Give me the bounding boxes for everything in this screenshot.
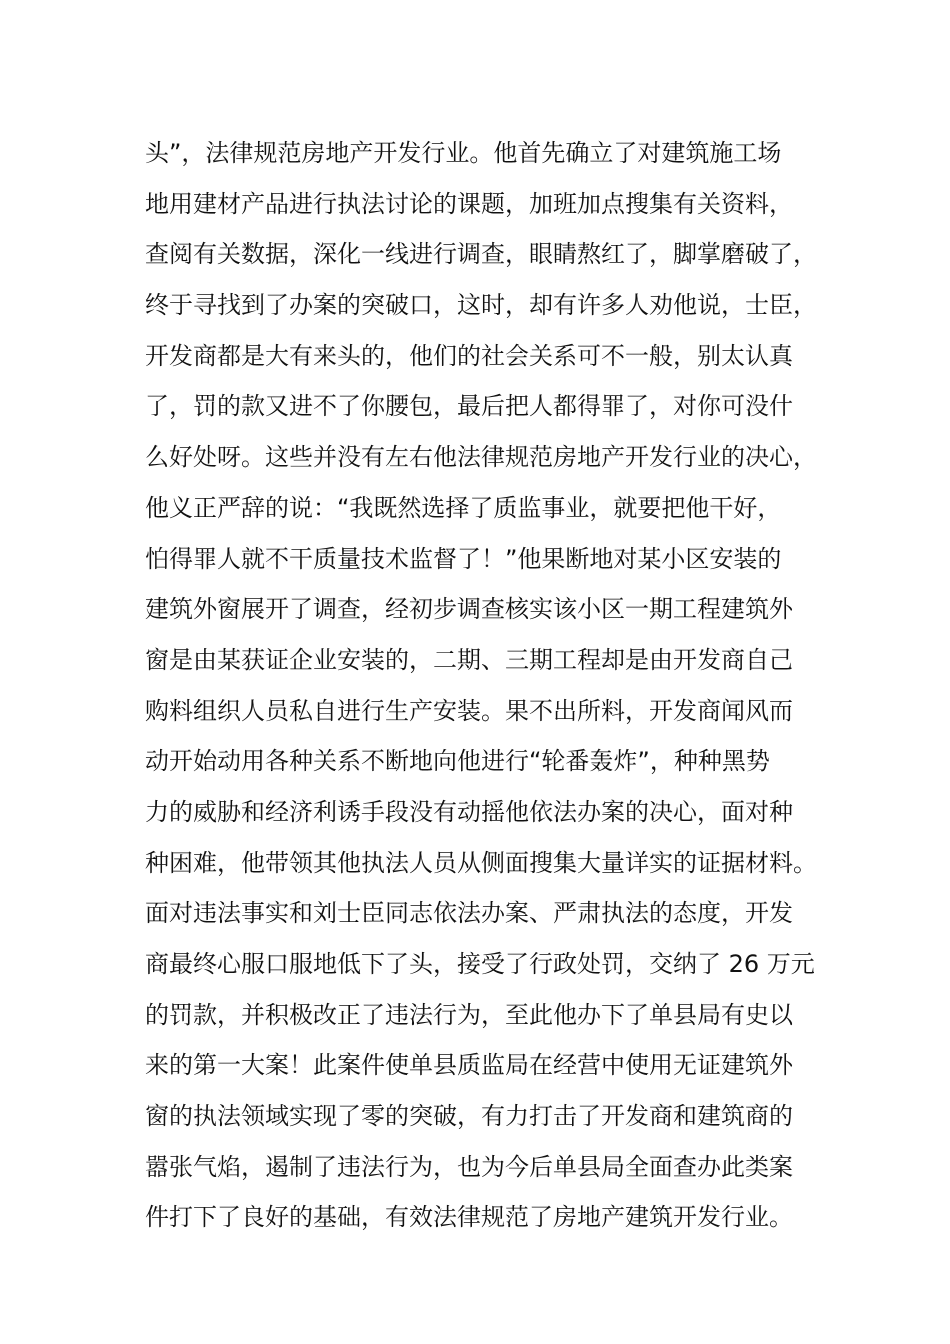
text-line-13: 动开始动用各种关系不断地向他进行“轮番轰炸”，种种黑势 [145, 747, 770, 776]
text-line-15: 种困难，他带领其他执法人员从侧面搜集大量详实的证据材料。 [145, 848, 817, 877]
text-line-20: 窗的执法领域实现了零的突破，有力打击了开发商和建筑商的 [145, 1102, 793, 1131]
text-line-9: 怕得罪人就不干质量技术监督了！”他果断地对某小区安装的 [145, 544, 782, 573]
text-line-19: 来的第一大案！此案件使单县质监局在经营中使用无证建筑外 [145, 1051, 793, 1080]
text-line-4: 终于寻找到了办案的突破口，这时，却有许多人劝他说，士臣， [145, 291, 817, 320]
text-line-11: 窗是由某获证企业安装的，二期、三期工程却是由开发商自己 [145, 645, 793, 674]
text-line-8: 他义正严辞的说：“我既然选择了质监事业，就要把他干好， [145, 493, 782, 522]
text-line-21: 嚣张气焰，遏制了违法行为，也为今后单县局全面查办此类案 [145, 1152, 793, 1181]
text-line-16: 面对违法事实和刘士臣同志依法办案、严肃执法的态度，开发 [145, 899, 793, 928]
text-line-1: 头”，法律规范房地产开发行业。他首先确立了对建筑施工场 [145, 139, 782, 167]
text-line-2: 地用建材产品进行执法讨论的课题，加班加点搜集有关资料， [145, 189, 793, 218]
text-line-5: 开发商都是大有来头的，他们的社会关系可不一般，别太认真 [145, 341, 793, 370]
text-line-7: 么好处呀。这些并没有左右他法律规范房地产开发行业的决心， [145, 443, 817, 472]
text-line-3: 查阅有关数据，深化一线进行调查，眼睛熬红了，脚掌磨破了， [145, 240, 817, 269]
text-line-22: 件打下了良好的基础，有效法律规范了房地产建筑开发行业。 [145, 1203, 793, 1232]
body-paragraph [145, 128, 835, 1243]
text-line-14: 力的威胁和经济利诱手段没有动摇他依法办案的决心，面对种 [145, 797, 793, 826]
text-line-6: 了，罚的款又进不了你腰包，最后把人都得罪了，对你可没什 [145, 392, 793, 421]
text-line-10: 建筑外窗展开了调查，经初步调查核实该小区一期工程建筑外 [145, 595, 793, 624]
text-line-12: 购料组织人员私自进行生产安装。果不出所料，开发商闻风而 [145, 696, 793, 725]
text-line-18: 的罚款，并积极改正了违法行为，至此他办下了单县局有史以 [145, 1000, 793, 1029]
text-line-17: 商最终心服口服地低下了头，接受了行政处罚，交纳了 26 万元 [145, 950, 815, 978]
